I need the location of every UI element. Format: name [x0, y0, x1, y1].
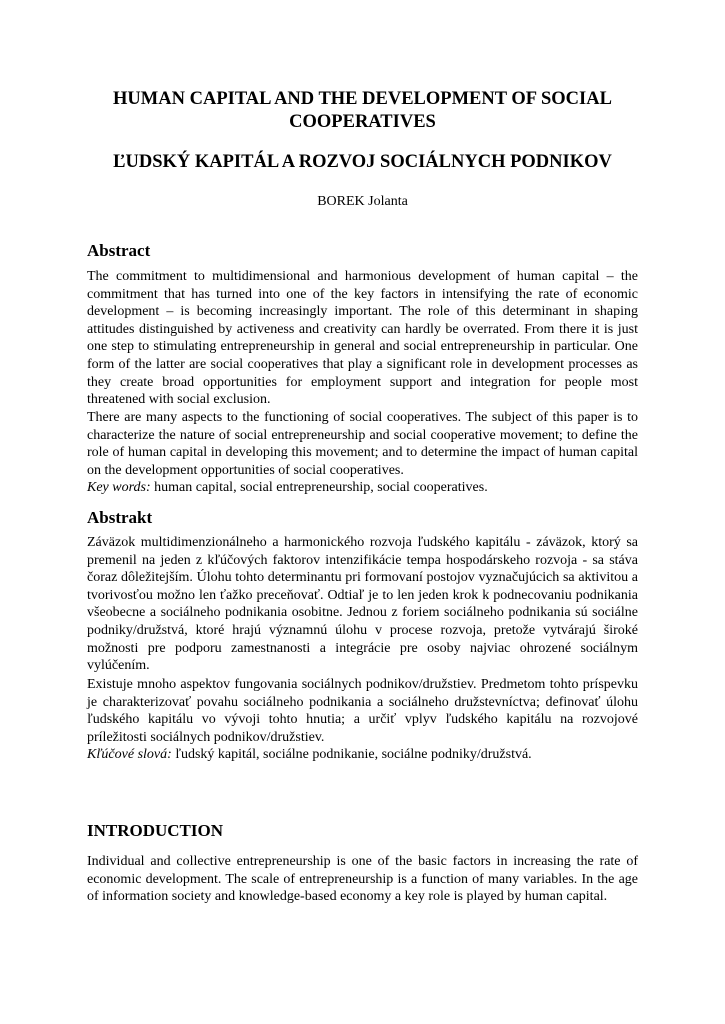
keywords-text: human capital, social entrepreneurship, social cooperatives.	[150, 480, 488, 496]
introduction-paragraph-1: Individual and collective entrepreneurship is one of the basic factors in increasing the rate of economic development. The scale of entrepreneurship is a function of many variables. In the age of information society and knowledge-based economy a key role is played by human capital.	[87, 854, 638, 905]
abstrakt-paragraph-2	[87, 676, 638, 764]
abstract-paragraph-2-text: There are many aspects to the functioning of social cooperatives. The subject of this paper is to characterize the nature of social entrepreneurship and social cooperative movement; to define the role of human capital in developing this movement; and to determine the impact of human capital on the development opportunities of social cooperatives.	[87, 410, 638, 478]
abstract-heading: Abstract	[87, 241, 151, 260]
abstract-paragraph-1: The commitment to multidimensional and harmonious development of human capital – the commitment that has turned into one of the key factors in intensifying the rate of economic development – is becoming increasingly important. The role of this determinant in shaping attitudes distinguished by activeness and creativity can hardly be overrated. From there it is just one step to stimulating entrepreneurship in general and social entrepreneurship in particular. One form of the latter are social cooperatives that play a significant role in development processes as they create broad opportunities for employment support and integration for people most threatened with social exclusion.	[87, 269, 638, 408]
abstract-paragraph-2	[87, 409, 638, 497]
abstrakt-paragraph-1: Záväzok multidimenzionálneho a harmonického rozvoja ľudského kapitálu - záväzok, ktorý sa premenil na jeden z kľúčových faktorov intenzifikácie tempa hospodárskeho rozvoja - sa stáva čoraz dôležitejším. Úlohu tohto determinantu pri formovaní postojov vyznačujúcich sa aktivitou a tvorivosťou možno len ťažko preceňovať. Odtiaľ je to len jeden krok k podnecovaniu podnikania všeobecne a sociálneho podnikania osobitne. Jednou z foriem sociálneho podnikania sú sociálne podniky/družstvá, ktoré hrajú významnú úlohu v procese rozvoja, pretože vytvárajú široké možnosti pre podporu zamestnanosti a integrácie pre osoby najviac ohrozené sociálnym vylúčením.	[87, 535, 638, 674]
klucove-slova-text: ľudský kapitál, sociálne podnikanie, sociálne podniky/družstvá.	[171, 747, 532, 763]
paper-title-slovak: ĽUDSKÝ KAPITÁL A ROZVOJ SOCIÁLNYCH PODNIKOV	[113, 152, 612, 172]
paper-title-english: HUMAN CAPITAL AND THE DEVELOPMENT OF SOCIAL COOPERATIVES	[113, 89, 612, 132]
author-name: BOREK Jolanta	[317, 194, 408, 209]
abstrakt-paragraph-2-text: Existuje mnoho aspektov fungovania sociálnych podnikov/družstiev. Predmetom tohto príspevku je charakterizovať povahu sociálneho podnikania a sociálneho družstevníctva; definovať úlohu ľudského kapitálu vo vývoji tohto hnutia; a určiť vplyv ľudského kapitálu na rozvojové príležitosti sociálnych podnikov/družstiev.	[87, 677, 638, 745]
abstrakt-heading: Abstrakt	[87, 508, 153, 527]
klucove-slova-label: Kľúčové slová:	[87, 747, 172, 763]
keywords-label: Key words:	[87, 480, 151, 496]
introduction-heading: INTRODUCTION	[87, 821, 224, 840]
